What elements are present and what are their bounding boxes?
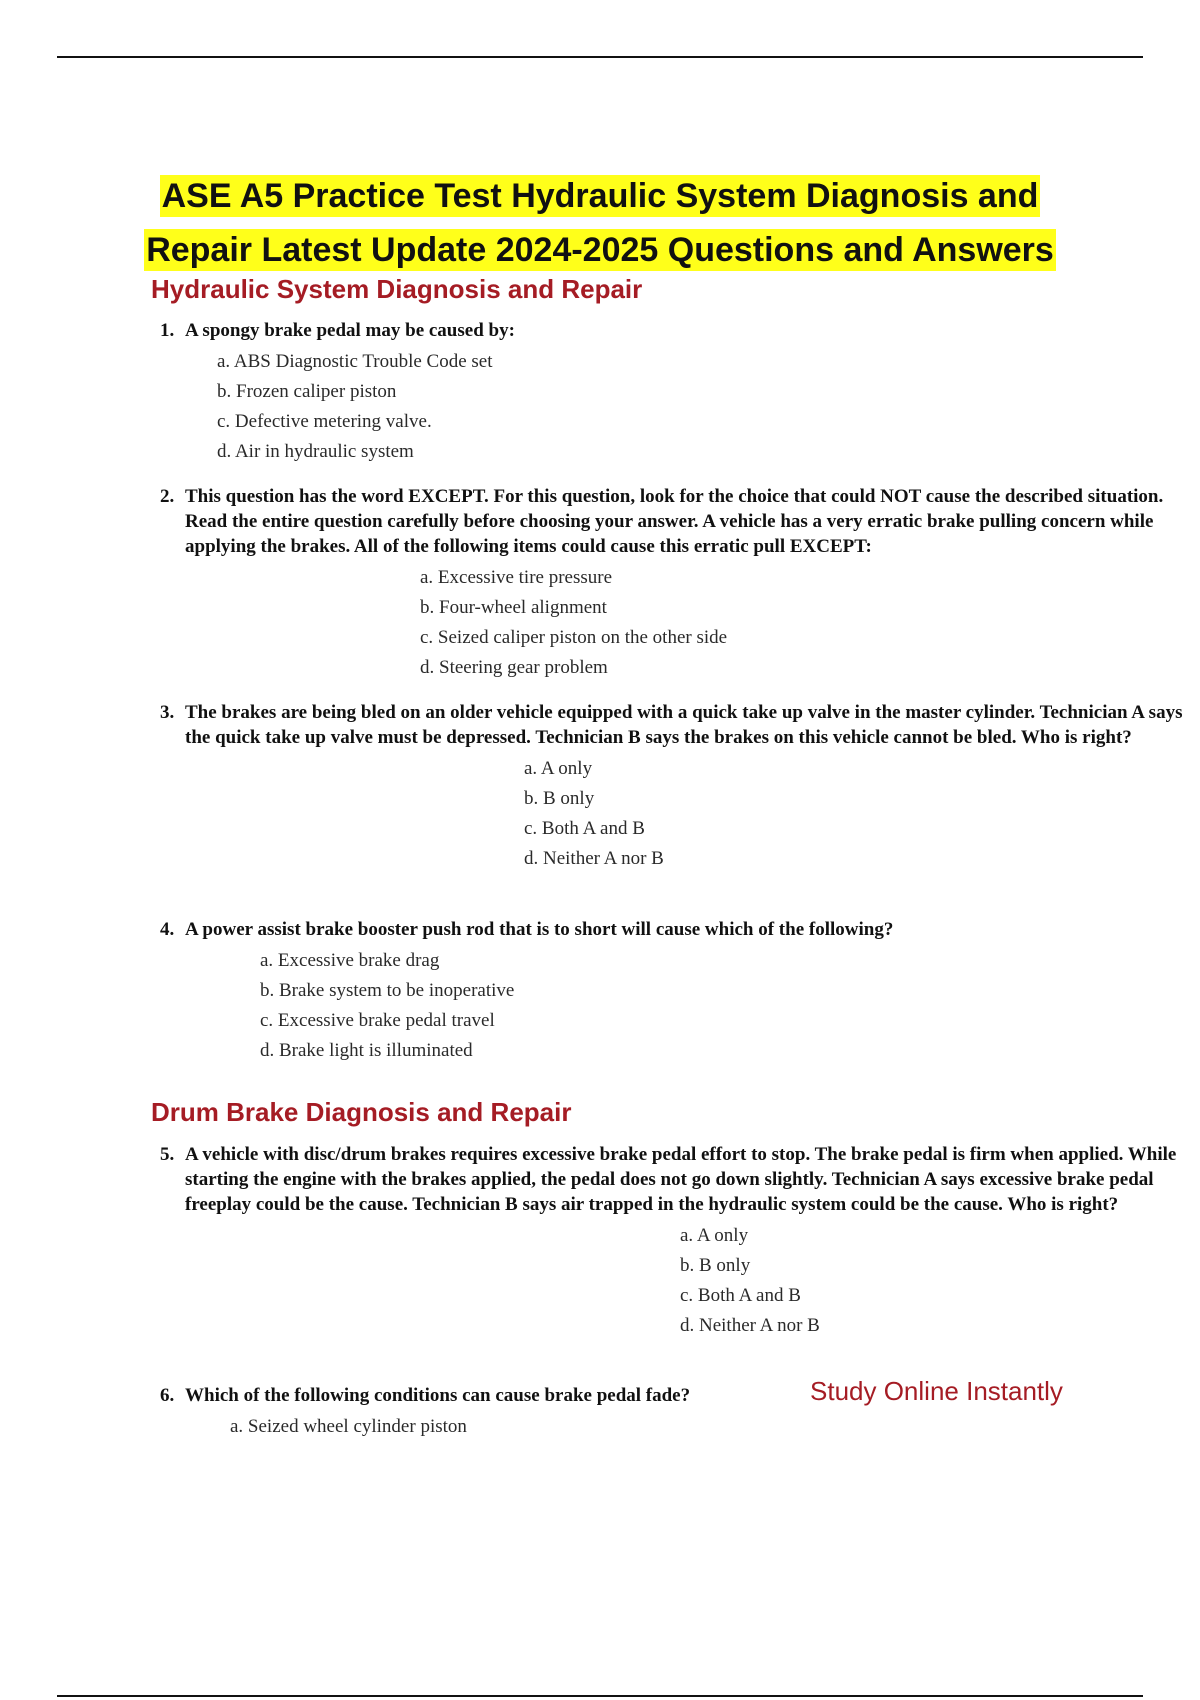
question-text: This question has the word EXCEPT. For this question, look for the choice that could NOT cause the described situation. Read the entire question carefully before choosing your answer. A vehicle has a very erratic brake pulling concern while applying the brakes. All of the following items could cause this erratic pull EXCEPT: bbox=[185, 486, 1164, 557]
answer-option: c. Both A and B bbox=[524, 818, 645, 839]
section-heading-drum-brake: Drum Brake Diagnosis and Repair bbox=[151, 1097, 572, 1127]
question-4 bbox=[160, 917, 1190, 1066]
question-text: The brakes are being bled on an older vehicle equipped with a quick take up valve in the master cylinder. Technician A says the quick take up valve must be depressed. Technician B says the brakes on this vehicle cannot be bled. Who is right? bbox=[185, 702, 1183, 748]
question-number: 1. bbox=[160, 320, 175, 341]
question-2 bbox=[160, 484, 1190, 683]
answer-option: d. Neither A nor B bbox=[680, 1315, 820, 1336]
answer-option: d. Brake light is illuminated bbox=[260, 1040, 473, 1061]
question-6 bbox=[160, 1383, 780, 1442]
answer-option: b. Brake system to be inoperative bbox=[260, 980, 515, 1001]
answer-options bbox=[680, 1221, 1190, 1341]
section-heading-hydraulic: Hydraulic System Diagnosis and Repair bbox=[151, 274, 643, 304]
question-text: Which of the following conditions can cause brake pedal fade? bbox=[185, 1385, 691, 1406]
question-number: 3. bbox=[160, 702, 175, 723]
question-number: 5. bbox=[160, 1144, 175, 1165]
question-number: 2. bbox=[160, 486, 175, 507]
question-text: A power assist brake booster push rod that is to short will cause which of the following? bbox=[185, 919, 894, 940]
answer-option: b. B only bbox=[680, 1255, 751, 1276]
title-line-2: Repair Latest Update 2024-2025 Questions and Answers bbox=[146, 230, 1054, 269]
answer-options bbox=[260, 946, 1190, 1066]
answer-options bbox=[524, 754, 1190, 874]
answer-option: b. Frozen caliper piston bbox=[217, 381, 397, 402]
answer-option: a. A only bbox=[680, 1225, 749, 1246]
study-online-link[interactable]: Study Online Instantly bbox=[810, 1376, 1063, 1406]
answer-option: b. Four-wheel alignment bbox=[420, 597, 607, 618]
answer-option: d. Air in hydraulic system bbox=[217, 441, 414, 462]
answer-option: c. Seized caliper piston on the other side bbox=[420, 627, 728, 648]
answer-option: a. Excessive brake drag bbox=[260, 950, 440, 971]
answer-option: a. ABS Diagnostic Trouble Code set bbox=[217, 351, 493, 372]
answer-options bbox=[217, 347, 1190, 467]
question-1 bbox=[160, 318, 1190, 467]
answer-option: c. Excessive brake pedal travel bbox=[260, 1010, 495, 1031]
answer-option: a. A only bbox=[524, 758, 593, 779]
top-rule bbox=[57, 56, 1143, 58]
answer-option: c. Both A and B bbox=[680, 1285, 801, 1306]
answer-option: a. Seized wheel cylinder piston bbox=[230, 1416, 467, 1437]
document-title bbox=[0, 169, 1200, 277]
answer-option: d. Neither A nor B bbox=[524, 848, 664, 869]
question-5 bbox=[160, 1142, 1190, 1341]
question-number: 6. bbox=[160, 1385, 175, 1406]
bottom-rule bbox=[57, 1695, 1143, 1697]
answer-option: c. Defective metering valve. bbox=[217, 411, 432, 432]
answer-option: d. Steering gear problem bbox=[420, 657, 608, 678]
question-3 bbox=[160, 700, 1190, 874]
answer-option: b. B only bbox=[524, 788, 595, 809]
answer-options bbox=[420, 563, 1190, 683]
question-text: A spongy brake pedal may be caused by: bbox=[185, 320, 515, 341]
answer-option: a. Excessive tire pressure bbox=[420, 567, 613, 588]
question-text: A vehicle with disc/drum brakes requires excessive brake pedal effort to stop. The brake pedal is firm when applied. While starting the engine with the brakes applied, the pedal does not go down slightly. Technician A says excessive brake pedal freeplay could be the cause. Technician B says air trapped in the hydraulic system could be the cause. Who is right? bbox=[185, 1144, 1177, 1215]
title-line-1: ASE A5 Practice Test Hydraulic System Diagnosis and bbox=[161, 176, 1039, 215]
answer-options bbox=[230, 1412, 780, 1442]
question-number: 4. bbox=[160, 919, 175, 940]
